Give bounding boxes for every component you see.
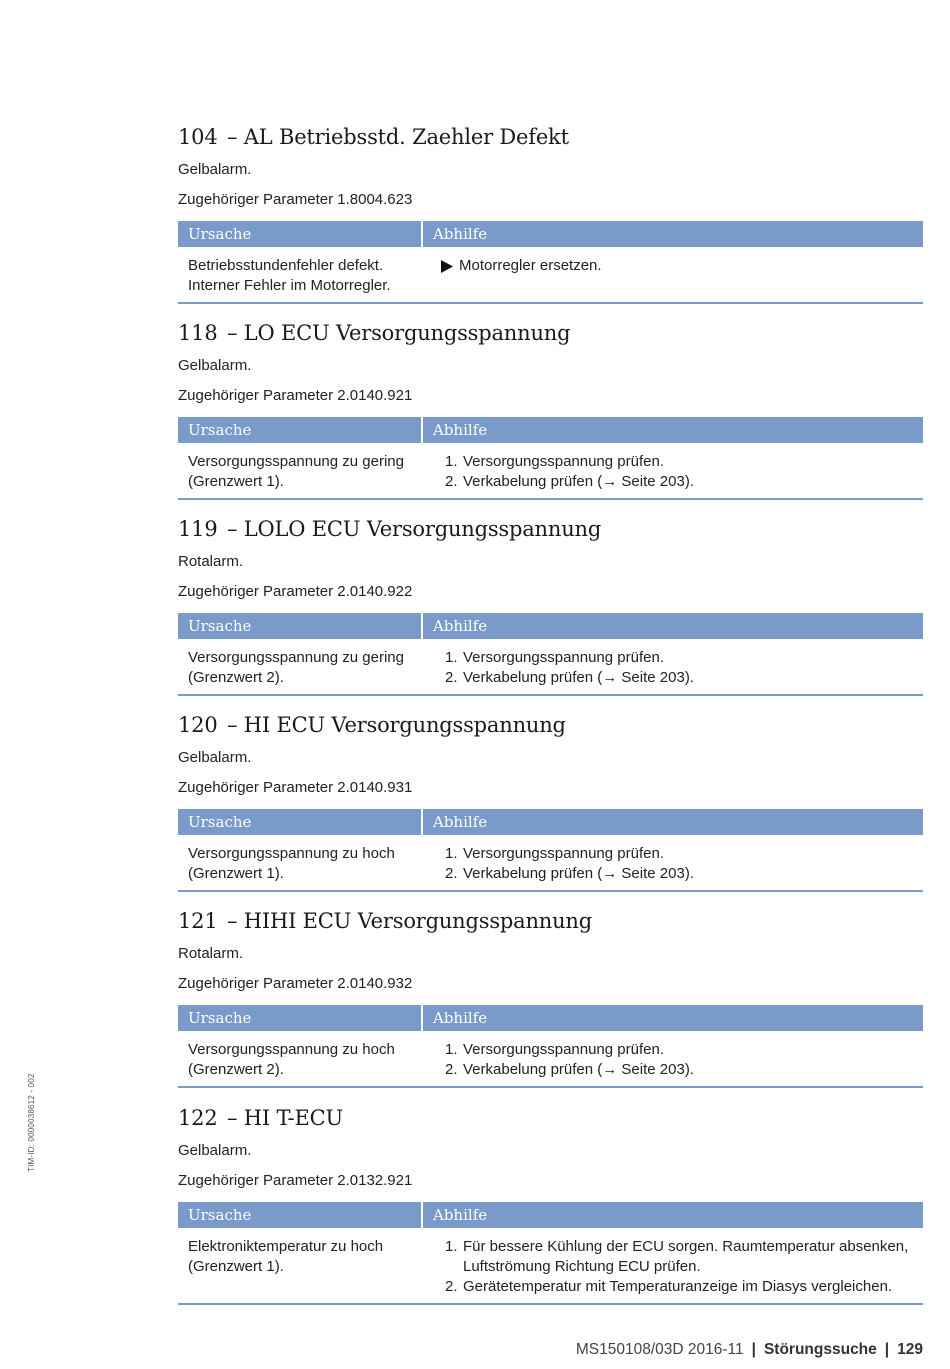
alarm-type: Gelbalarm. <box>178 357 252 374</box>
step-text: Versorgungsspannung prüfen. <box>463 1041 664 1058</box>
header-remedy: Abhilfe <box>433 1206 488 1224</box>
remedy-step <box>445 668 923 688</box>
header-remedy: Abhilfe <box>433 1009 488 1027</box>
parameter-ref: Zugehöriger Parameter 2.0140.931 <box>178 779 413 796</box>
section-118 <box>178 320 923 500</box>
header-remedy: Abhilfe <box>433 225 488 243</box>
remedy-step <box>445 452 923 472</box>
section-number: 119 <box>178 517 218 541</box>
alarm-type: Gelbalarm. <box>178 749 252 766</box>
table-row <box>178 835 923 892</box>
cause-cell <box>178 639 423 694</box>
remedy-cell <box>423 1031 923 1086</box>
cause-line: Versorgungsspannung zu hoch <box>188 1041 395 1058</box>
table-row <box>178 639 923 696</box>
footer-separator: | <box>751 1341 756 1358</box>
fault-table <box>178 1202 923 1305</box>
step-text: Verkabelung prüfen (→ Seite 203). <box>463 865 694 882</box>
fault-table <box>178 221 923 304</box>
fault-table <box>178 809 923 892</box>
cause-cell <box>178 1228 423 1303</box>
cause-line: Versorgungsspannung zu gering <box>188 453 404 470</box>
step-number: 2. <box>445 865 458 882</box>
parameter-ref: Zugehöriger Parameter 2.0140.922 <box>178 583 413 600</box>
section-104 <box>178 124 923 304</box>
cause-line: (Grenzwert 2). <box>188 669 284 686</box>
footer-separator: | <box>884 1341 890 1358</box>
section-number: 118 <box>178 321 218 345</box>
step-number: 2. <box>445 473 458 490</box>
section-number: 121 <box>178 909 218 933</box>
header-cause: Ursache <box>178 1005 423 1031</box>
remedy-cell <box>423 247 923 302</box>
cause-line: (Grenzwert 1). <box>188 473 284 490</box>
play-triangle-icon <box>441 260 453 273</box>
parameter-ref: Zugehöriger Parameter 2.0140.932 <box>178 975 413 992</box>
section-title: – LO ECU Versorgungsspannung <box>227 321 571 345</box>
header-cause: Ursache <box>178 613 423 639</box>
step-text: Versorgungsspannung prüfen. <box>463 453 664 470</box>
step-number: 2. <box>445 1278 458 1295</box>
header-cause: Ursache <box>178 221 423 247</box>
cause-cell <box>178 835 423 890</box>
cause-line: (Grenzwert 1). <box>188 1258 284 1275</box>
cause-cell <box>178 247 423 302</box>
remedy-cell <box>423 639 923 694</box>
section-number: 104 <box>178 125 218 149</box>
section-heading <box>178 712 923 738</box>
table-row <box>178 1031 923 1088</box>
alarm-type: Gelbalarm. <box>178 161 252 178</box>
table-row <box>178 443 923 500</box>
chapter-name: Störungssuche <box>763 1341 877 1358</box>
cause-line: (Grenzwert 2). <box>188 1061 284 1078</box>
section-heading <box>178 124 923 150</box>
step-number: 1. <box>445 845 458 862</box>
remedy-step <box>445 1060 923 1080</box>
remedy-cell <box>423 443 923 498</box>
section-title: – AL Betriebsstd. Zaehler Defekt <box>227 125 569 149</box>
header-remedy: Abhilfe <box>433 421 488 439</box>
section-119 <box>178 516 923 696</box>
fault-table <box>178 613 923 696</box>
remedy-step <box>445 648 923 668</box>
cause-line: Versorgungsspannung zu hoch <box>188 845 395 862</box>
cause-line: Elektroniktemperatur zu hoch <box>188 1238 384 1255</box>
section-title: – HI T-ECU <box>227 1106 343 1130</box>
section-title: – HI ECU Versorgungsspannung <box>227 713 566 737</box>
step-number: 2. <box>445 1061 458 1078</box>
step-text: Verkabelung prüfen (→ Seite 203). <box>463 473 694 490</box>
table-header <box>178 1202 923 1228</box>
section-120 <box>178 712 923 892</box>
parameter-ref: Zugehöriger Parameter 1.8004.623 <box>178 191 413 208</box>
alarm-type: Gelbalarm. <box>178 1142 252 1159</box>
section-number: 122 <box>178 1106 218 1130</box>
table-header <box>178 809 923 835</box>
step-line: Luftströmung Richtung ECU prüfen. <box>463 1258 701 1275</box>
cause-line: Interner Fehler im Motorregler. <box>188 277 391 294</box>
table-header <box>178 221 923 247</box>
step-text: Verkabelung prüfen (→ Seite 203). <box>463 1061 694 1078</box>
header-cause: Ursache <box>178 1202 423 1228</box>
remedy-step <box>445 1277 923 1297</box>
alarm-type: Rotalarm. <box>178 945 244 962</box>
step-text <box>463 1237 908 1277</box>
parameter-ref: Zugehöriger Parameter 2.0140.921 <box>178 387 413 404</box>
page-footer <box>576 1340 923 1360</box>
remedy-cell <box>423 835 923 890</box>
cause-line: (Grenzwert 1). <box>188 865 284 882</box>
step-number: 2. <box>445 669 458 686</box>
header-remedy: Abhilfe <box>433 813 488 831</box>
remedy-step <box>445 844 923 864</box>
alarm-type: Rotalarm. <box>178 553 244 570</box>
cause-line: Betriebsstundenfehler defekt. <box>188 257 384 274</box>
table-header <box>178 1005 923 1031</box>
step-number: 1. <box>445 1238 458 1255</box>
step-text: Verkabelung prüfen (→ Seite 203). <box>463 669 694 686</box>
page-number: 129 <box>897 1341 923 1358</box>
remedy-step <box>445 1040 923 1060</box>
section-title: – LOLO ECU Versorgungsspannung <box>227 517 602 541</box>
document-id: MS150108/03D 2016-11 <box>575 1341 744 1358</box>
section-heading <box>178 1105 923 1131</box>
remedy-action <box>441 256 923 276</box>
section-122 <box>178 1105 923 1305</box>
remedy-text: Motorregler ersetzen. <box>459 257 602 274</box>
remedy-cell <box>423 1228 923 1303</box>
step-line: Für bessere Kühlung der ECU sorgen. Raumtemperatur absenken, <box>463 1238 909 1255</box>
fault-table <box>178 417 923 500</box>
header-cause: Ursache <box>178 809 423 835</box>
remedy-step <box>445 1237 923 1277</box>
step-text: Gerätetemperatur mit Temperaturanzeige im Diasys vergleichen. <box>463 1278 893 1295</box>
step-number: 1. <box>445 453 458 470</box>
table-header <box>178 417 923 443</box>
header-cause: Ursache <box>178 417 423 443</box>
step-text: Versorgungsspannung prüfen. <box>463 845 664 862</box>
tim-id-label: TIM-ID: 0000038612 - 002 <box>27 1073 36 1172</box>
table-header <box>178 613 923 639</box>
table-row <box>178 247 923 304</box>
section-number: 120 <box>178 713 218 737</box>
remedy-step <box>445 472 923 492</box>
section-heading <box>178 516 923 542</box>
parameter-ref: Zugehöriger Parameter 2.0132.921 <box>178 1172 413 1189</box>
step-text: Versorgungsspannung prüfen. <box>463 649 664 666</box>
cause-cell <box>178 443 423 498</box>
step-number: 1. <box>445 1041 458 1058</box>
section-heading <box>178 320 923 346</box>
cause-cell <box>178 1031 423 1086</box>
section-121 <box>178 908 923 1088</box>
step-number: 1. <box>445 649 458 666</box>
section-title: – HIHI ECU Versorgungsspannung <box>227 909 592 933</box>
fault-table <box>178 1005 923 1088</box>
header-remedy: Abhilfe <box>433 617 488 635</box>
table-row <box>178 1228 923 1305</box>
cause-line: Versorgungsspannung zu gering <box>188 649 404 666</box>
remedy-step <box>445 864 923 884</box>
section-heading <box>178 908 923 934</box>
